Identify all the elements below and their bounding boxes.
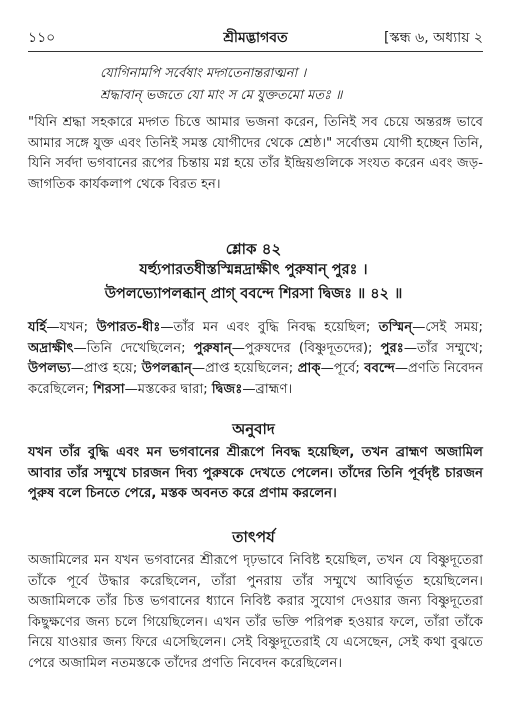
synonym-meaning: —প্রাপ্ত হয়েছিলেন; [191, 361, 298, 376]
synonym-term: উপলব্ধান্ [141, 361, 192, 376]
quote-line-2: শ্রদ্ধাবান্ ভজতে যো মাং স মে যুক্ততমো মতঃ ॥ [100, 88, 343, 103]
synonym-meaning: —ব্রাহ্মণ। [242, 381, 293, 397]
book-title: শ্রীমদ্ভাগবত [223, 30, 288, 46]
synonym-meaning: —পূর্বে; [320, 361, 365, 376]
synonym-meaning: —প্রাপ্ত হয়ে; [70, 361, 142, 376]
synonym-term: তস্মিন্ [378, 320, 413, 335]
page-number: ১১০ [28, 30, 56, 46]
synonym-term: যর্হি [28, 320, 47, 335]
intro-paragraph: "যিনি শ্রদ্ধা সহকারে মদ্গত চিত্তে আমার ভজনা করেন, তিনিই সব চেয়ে অন্তরঙ্গ ভাবে আমার সঙ্গে যুক্ত এবং তিনিই সমস্ত যোগীদের থেকে শ্রেষ্ঠ।" সর্বোত্তম যোগী হচ্ছেন তিনি, যিনি সর্বদা ভগবানের রূপের চিন্তায় মগ্ন হয়ে তাঁর ইন্দ্রিয়গুলিকে সংযত করেন এবং জড়-জাগতিক কার্যকলাপ থেকে বিরত হন। [28, 115, 483, 192]
synonym-meaning: —তাঁর সম্মুখে; [403, 340, 484, 356]
synonym-term: অদ্রাক্ষীৎ [28, 340, 74, 356]
purport-heading: তাৎপর্য [232, 528, 275, 546]
synonym-meaning: —যখন; [46, 320, 97, 335]
synonym-meaning: —প্রণতি নিবেদন করেছিলেন; [28, 361, 483, 397]
synonym-meaning: —মস্তকের দ্বারা; [124, 381, 212, 397]
synonym-term: উপারত-ধীঃ [96, 320, 161, 335]
page-header [28, 26, 483, 48]
verse-line-2: উপলভ্যোপলব্ধান্ প্রাগ্ ববন্দে শিরসা দ্বিজঃ ॥ ৪২ ॥ [104, 286, 403, 302]
synonym-term: শিরসা [93, 381, 125, 397]
header-divider [28, 51, 483, 52]
chapter-reference: [স্কন্ধ ৬, অধ্যায় ২ [384, 30, 483, 46]
verse-heading: শ্লোক ৪২ [225, 240, 282, 258]
synonym-meaning: —তিনি দেখেছিলেন; [73, 340, 194, 356]
purport-text: অজামিলের মন যখন ভগবানের শ্রীরূপে দৃঢ়ভাবে নিবিষ্ট হয়েছিল, তখন যে বিষ্ণুদূতেরা তাঁকে পূর্বে উদ্ধার করেছিলেন, তাঁরা পুনরায় তাঁর সম্মুখে আবির্ভূত হয়েছিলেন। অজামিলকে তাঁর চিত্ত ভগবানের ধ্যানে নিবিষ্ট করার সুযোগ দেওয়ার জন্য বিষ্ণুদূতেরা কিছুক্ষণের জন্য চলে গিয়েছিলেন। এখন তাঁর ভক্তি পরিপক্ব হওয়ার ফলে, তাঁরা তাঁকে নিয়ে যাওয়ার জন্য ফিরে এসেছিলেন। সেই বিষ্ণুদূতেরাই যে এসেছেন, সেই কথা বুঝতে পেরে অজামিল নতমস্তকে তাঁদের প্রণতি নিবেদন করেছিলেন। [28, 553, 483, 671]
translation-heading: অনুবাদ [232, 420, 275, 438]
synonym-meaning: —তাঁর মন এবং বুদ্ধি নিবদ্ধ হয়েছিল; [160, 320, 379, 335]
synonym-meaning: —সেই সময়; [412, 320, 483, 335]
translation-text: যখন তাঁর বুদ্ধি এবং মন ভগবানের শ্রীরূপে নিবদ্ধ হয়েছিল, তখন ব্রাহ্মণ অজামিল আবার তাঁর সম্মুখে চারজন দিব্য পুরুষকে দেখতে পেলেন। তাঁদের তিনি পূর্বদৃষ্ট চারজন পুরুষ বলে চিনতে পেরে, মস্তক অবনত করে প্রণাম করলেন। [28, 445, 483, 501]
synonym-term: পুরুষান্ [193, 340, 232, 356]
quote-line-1: যোগিনামপি সর্বেষাং মদ্গতেনান্তরাত্মনা । [100, 66, 307, 81]
synonym-term: পুরঃ [380, 340, 404, 356]
synonym-meaning: —পুরুষদের (বিষ্ণুদূতদের); [231, 340, 381, 356]
synonym-term: উপলভ্য [28, 361, 71, 376]
verse-line-1: যর্হ্যুপারতধীস্তস্মিন্নদ্রাক্ষীৎ পুরুষান্ পুরঃ । [139, 262, 368, 278]
synonym-term: দ্বিজঃ [211, 381, 243, 397]
synonym-term: ববন্দে [364, 361, 395, 376]
synonyms-paragraph [28, 318, 483, 400]
synonym-term: প্রাক্ [297, 361, 321, 376]
